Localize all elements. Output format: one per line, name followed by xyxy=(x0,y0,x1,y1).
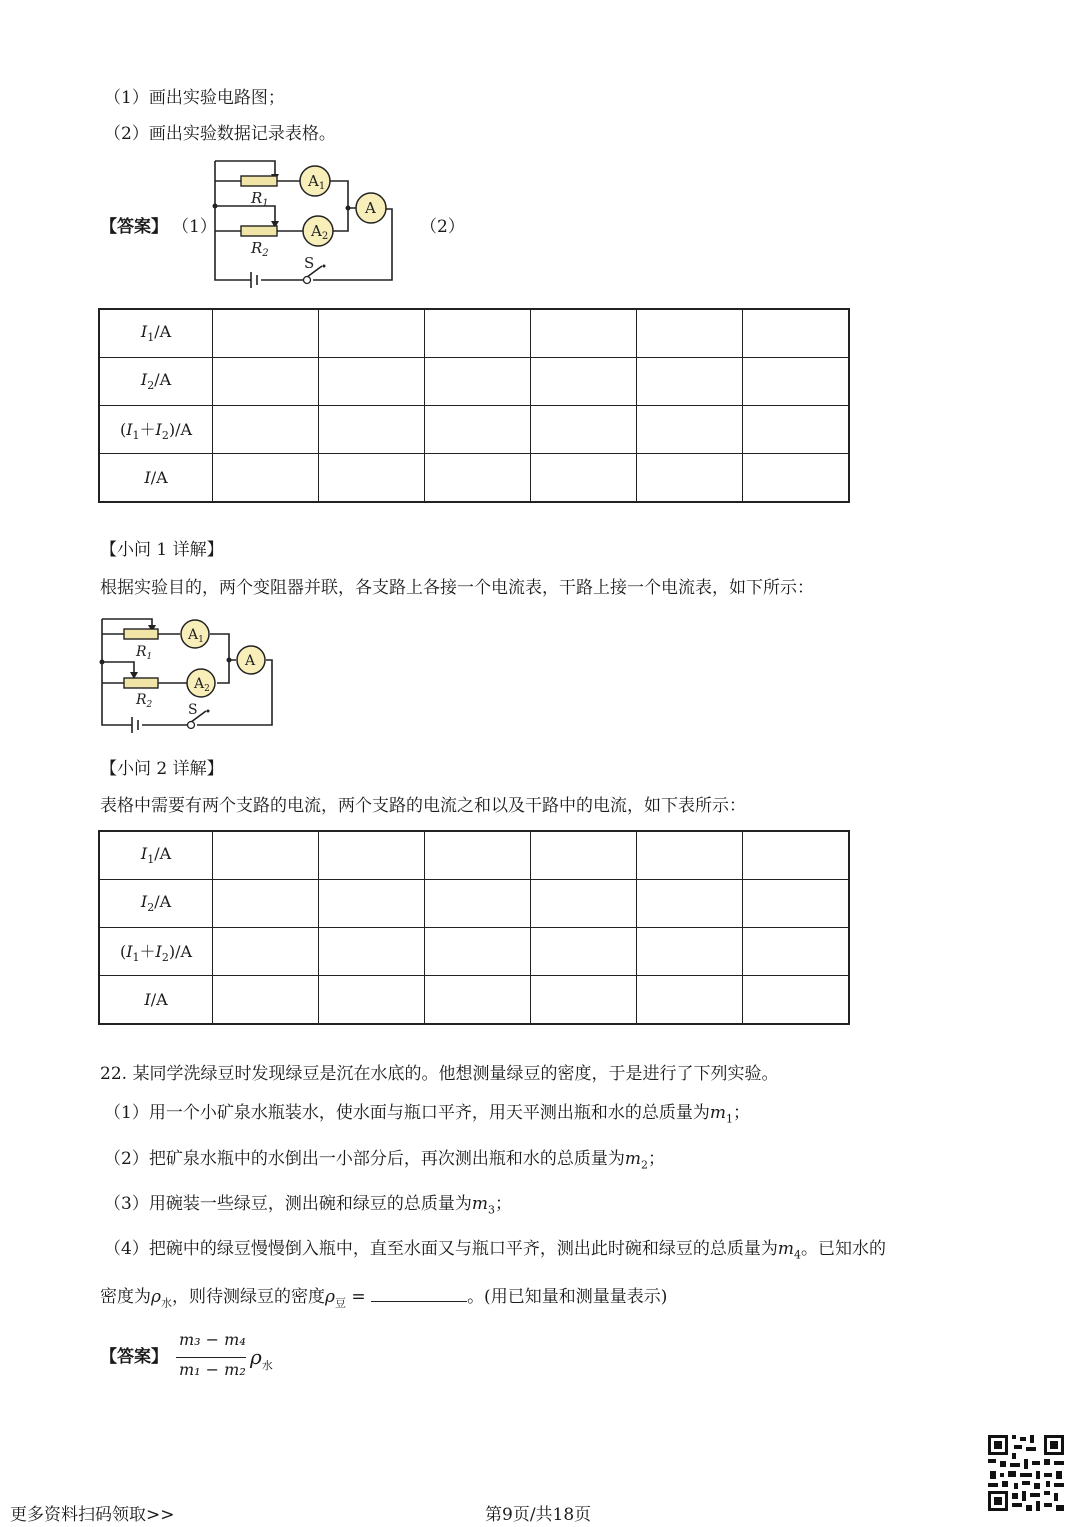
svg-text:S: S xyxy=(188,702,198,718)
rheostat-r1 xyxy=(124,629,158,639)
circuit-diagram-answer xyxy=(205,150,405,300)
rho-water: $\rho_水$ xyxy=(250,1345,273,1372)
svg-text:R2: $R_2$ xyxy=(251,239,269,259)
q21-answer-label: 【答案】 xyxy=(100,217,168,237)
svg-text:A1: $A_1$ xyxy=(308,172,326,192)
q21-answer-part2: （2） xyxy=(420,217,465,237)
q22-step1: （1）用一个小矿泉水瓶装水，使水面与瓶口平齐，用天平测出瓶和水的总质量为$m_1$； xyxy=(104,1103,750,1126)
svg-text:R2: $R_2$ xyxy=(136,692,153,710)
qr-code[interactable] xyxy=(986,1433,1066,1513)
answer-blank[interactable] xyxy=(371,1283,467,1302)
q22-step2: （2）把矿泉水瓶中的水倒出一小部分后，再次测出瓶和水的总质量为$m_2$； xyxy=(104,1149,665,1172)
table-row xyxy=(99,976,849,1025)
rheostat-r2 xyxy=(124,678,158,688)
svg-text:R1: $R_1$ xyxy=(136,644,153,662)
fraction-denominator: m₁ − m₂ xyxy=(179,1360,246,1379)
q22-step3: （3）用碗装一些绿豆，测出碗和绿豆的总质量为$m_3$； xyxy=(104,1194,512,1217)
page-number: 第9页/共18页 xyxy=(485,1505,592,1525)
table-header-sum: $(I_1+I_2)/A$ xyxy=(99,928,213,976)
fraction-numerator: m₃ − m₄ xyxy=(179,1330,246,1349)
table-row xyxy=(99,831,849,880)
q22-answer-label: 【答案】 xyxy=(100,1347,168,1367)
q22-step4: （4）把碗中的绿豆慢慢倒入瓶中，直至水面又与瓶口平齐，测出此时碗和绿豆的总质量为$m_4$。已知水的 xyxy=(104,1239,886,1262)
table-header-i: I/A xyxy=(99,454,213,503)
detail1-text: 根据实验目的，两个变阻器并联，各支路上各接一个电流表，干路上接一个电流表，如下所示： xyxy=(100,578,814,598)
q21-answer-part1: （1） xyxy=(172,217,217,237)
svg-text:A: A xyxy=(365,199,376,217)
q21-part1: （1）画出实验电路图； xyxy=(104,88,285,108)
svg-text:A1: $A_1$ xyxy=(188,627,204,645)
rheostat-r2 xyxy=(241,226,277,236)
footer-promo-link[interactable]: 更多资料扫码领取>> xyxy=(10,1505,175,1525)
table-row xyxy=(99,358,849,406)
table-header-i2: $I_2/A$ xyxy=(99,880,213,928)
data-table-detail xyxy=(98,830,850,1025)
table-row xyxy=(99,928,849,976)
svg-text:R1: $R_1$ xyxy=(251,189,269,209)
svg-text:S: S xyxy=(304,254,315,272)
q21-part2: （2）画出实验数据记录表格。 xyxy=(104,124,336,144)
detail2-text: 表格中需要有两个支路的电流，两个支路的电流之和以及干路中的电流，如下表所示： xyxy=(100,796,746,816)
table-row xyxy=(99,406,849,454)
data-table-answer xyxy=(98,308,850,503)
detail2-title: 【小问 2 详解】 xyxy=(100,759,224,779)
table-row xyxy=(99,454,849,503)
svg-text:A: A xyxy=(245,653,256,669)
svg-text:A2: $A_2$ xyxy=(311,222,329,242)
svg-text:A2: $A_2$ xyxy=(194,676,210,694)
circuit-diagram-detail xyxy=(92,608,292,758)
answer-fraction xyxy=(176,1330,286,1386)
table-row xyxy=(99,309,849,358)
rheostat-r1 xyxy=(241,176,277,186)
table-header-i: I/A xyxy=(99,976,213,1025)
table-header-i1: $I_1/A$ xyxy=(99,309,213,358)
q22-density-line: 密度为$\rho_水$，则待测绿豆的密度$\rho_豆$ = 。(用已知量和测量量表示) xyxy=(100,1283,667,1315)
table-header-sum: $(I_1+I_2)/A$ xyxy=(99,406,213,454)
q22-intro: 22. 某同学洗绿豆时发现绿豆是沉在水底的。他想测量绿豆的密度，于是进行了下列实验。 xyxy=(100,1064,779,1084)
table-header-i2: $I_2/A$ xyxy=(99,358,213,406)
table-row xyxy=(99,880,849,928)
table-header-i1: $I_1/A$ xyxy=(99,831,213,880)
detail1-title: 【小问 1 详解】 xyxy=(100,540,224,560)
